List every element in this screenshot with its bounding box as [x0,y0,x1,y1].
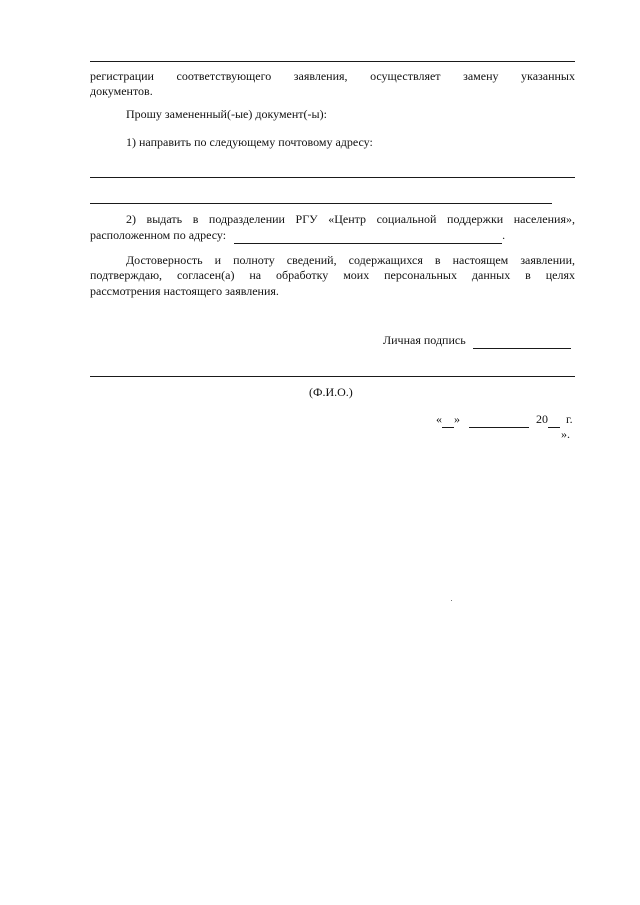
option-1-mail: 1) направить по следующему почтовому адресу: [126,135,373,149]
signature-label: Личная подпись [383,333,466,347]
date-open-quote: « [436,412,442,426]
date-close-quote: » [454,412,460,426]
date-trailing: ». [561,427,570,441]
continuation-line-2: документов. [90,84,153,98]
date-month-field[interactable] [469,412,529,428]
postal-address-line-2[interactable] [90,203,552,204]
date-row [436,412,573,428]
option-2-address-label: расположенном по адресу: [90,228,227,242]
consent-line-2: подтверждаю, согласен(а) на обработку моих персональных данных в целях [90,268,575,282]
option-2-pickup: 2) выдать в подразделении РГУ «Центр социальной поддержки населения», [126,212,575,226]
consent-line-1: Достоверность и полноту сведений, содержащихся в настоящем заявлении, [126,253,575,267]
date-year-field[interactable] [548,412,560,428]
date-year-prefix: 20 [536,412,548,426]
fio-label: (Ф.И.О.) [309,385,353,399]
top-rule [90,61,575,62]
postal-address-line-1[interactable] [90,177,575,178]
consent-line-3: рассмотрения настоящего заявления. [90,284,279,298]
option-2-address-row [90,228,505,244]
signature-field[interactable] [473,333,571,349]
signature-row [383,333,571,349]
fio-line[interactable] [90,376,575,377]
date-day-field[interactable] [442,412,454,428]
request-intro: Прошу замененный(-ые) документ(-ы): [126,107,327,121]
continuation-line-1: регистрации соответствующего заявления, осуществляет замену указанных [90,69,575,83]
pickup-address-field[interactable] [234,228,502,244]
scan-speck [451,600,452,601]
date-year-suffix: г. [566,412,573,426]
option-2-end: . [502,228,506,242]
